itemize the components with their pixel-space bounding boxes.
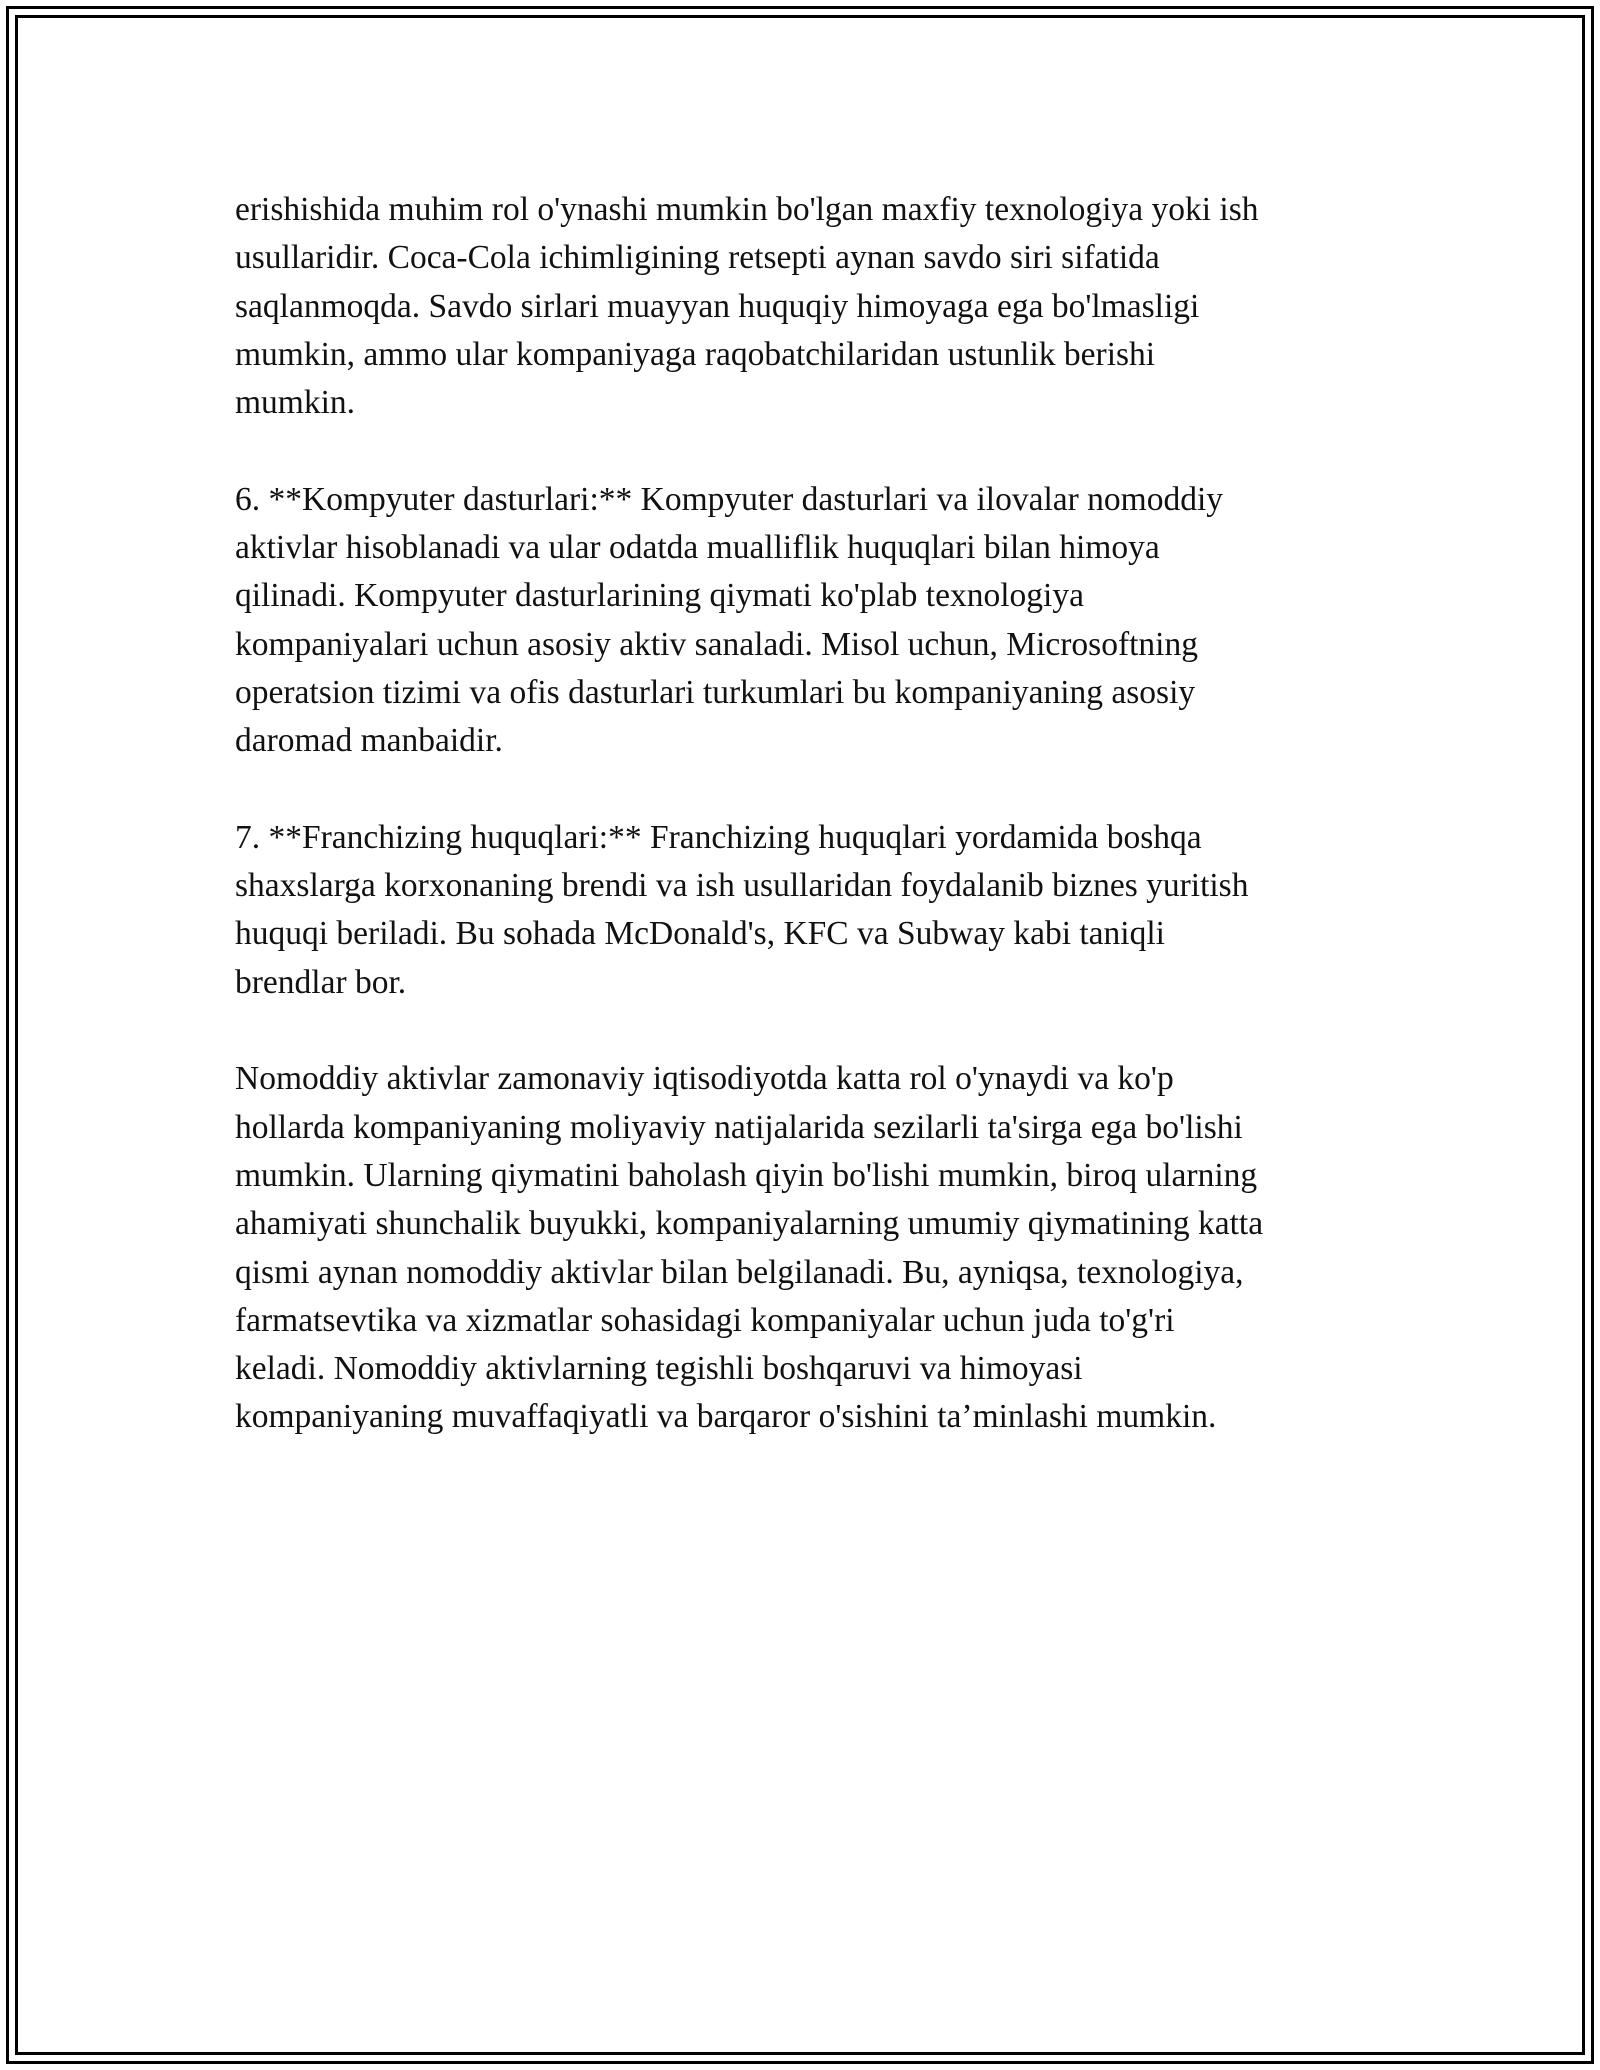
paragraph-computer-programs: [235, 476, 1375, 766]
paragraph-franchising-rights: [235, 814, 1375, 1007]
text-line: daromad manbaidir.: [235, 722, 503, 760]
text-line: saqlanmoqda. Savdo sirlari muayyan huquqiy himoyaga ega bo'lmasligi: [235, 287, 1200, 325]
text-line: 7. **Franchizing huquqlari:** Franchizing huquqlari yordamida boshqa: [235, 818, 1202, 856]
text-line: huquqi beriladi. Bu sohada McDonald's, KFC va Subway kabi taniqli: [235, 915, 1165, 953]
text-line: kompaniyaning muvaffaqiyatli va barqaror o'sishini ta’minlashi mumkin.: [235, 1398, 1217, 1436]
text-line: aktivlar hisoblanadi va ular odatda mualliflik huquqlari bilan himoya: [235, 529, 1160, 567]
text-line: kompaniyalari uchun asosiy aktiv sanaladi. Misol uchun, Microsoftning: [235, 625, 1198, 663]
text-line: mumkin. Ularning qiymatini baholash qiyin bo'lishi mumkin, biroq ularning: [235, 1156, 1258, 1194]
text-line: erishishida muhim rol o'ynashi mumkin bo'lgan maxfiy texnologiya yoki ish: [235, 191, 1259, 228]
text-line: hollarda kompaniyaning moliyaviy natijalarida sezilarli ta'sirga ega bo'lishi: [235, 1108, 1243, 1146]
text-line: usullaridir. Coca-Cola ichimligining retsepti aynan savdo siri sifatida: [235, 239, 1160, 277]
text-line: qismi aynan nomoddiy aktivlar bilan belgilanadi. Bu, ayniqsa, texnologiya,: [235, 1253, 1244, 1291]
paragraph-conclusion: [235, 1055, 1375, 1441]
text-line: mumkin.: [235, 384, 356, 422]
text-line: ahamiyati shunchalik buyukki, kompaniyalarning umumiy qiymatining katta: [235, 1205, 1264, 1243]
paragraph-trade-secrets-continued: [235, 186, 1375, 427]
text-line: 6. **Kompyuter dasturlari:** Kompyuter dasturlari va ilovalar nomoddiy: [235, 480, 1224, 518]
text-line: shaxslarga korxonaning brendi va ish usullaridan foydalanib biznes yuritish: [235, 867, 1249, 905]
document-body: [235, 186, 1375, 1442]
text-line: farmatsevtika va xizmatlar sohasidagi kompaniyalar uchun juda to'g'ri: [235, 1301, 1175, 1339]
text-line: brendlar bor.: [235, 963, 407, 1001]
text-line: operatsion tizimi va ofis dasturlari turkumlari bu kompaniyaning asosiy: [235, 673, 1196, 711]
text-line: mumkin, ammo ular kompaniyaga raqobatchilaridan ustunlik berishi: [235, 335, 1156, 373]
text-line: qilinadi. Kompyuter dasturlarining qiymati ko'plab texnologiya: [235, 577, 1084, 615]
text-line: Nomoddiy aktivlar zamonaviy iqtisodiyotda katta rol o'ynaydi va ko'p: [235, 1060, 1174, 1098]
text-line: keladi. Nomoddiy aktivlarning tegishli boshqaruvi va himoyasi: [235, 1350, 1083, 1388]
